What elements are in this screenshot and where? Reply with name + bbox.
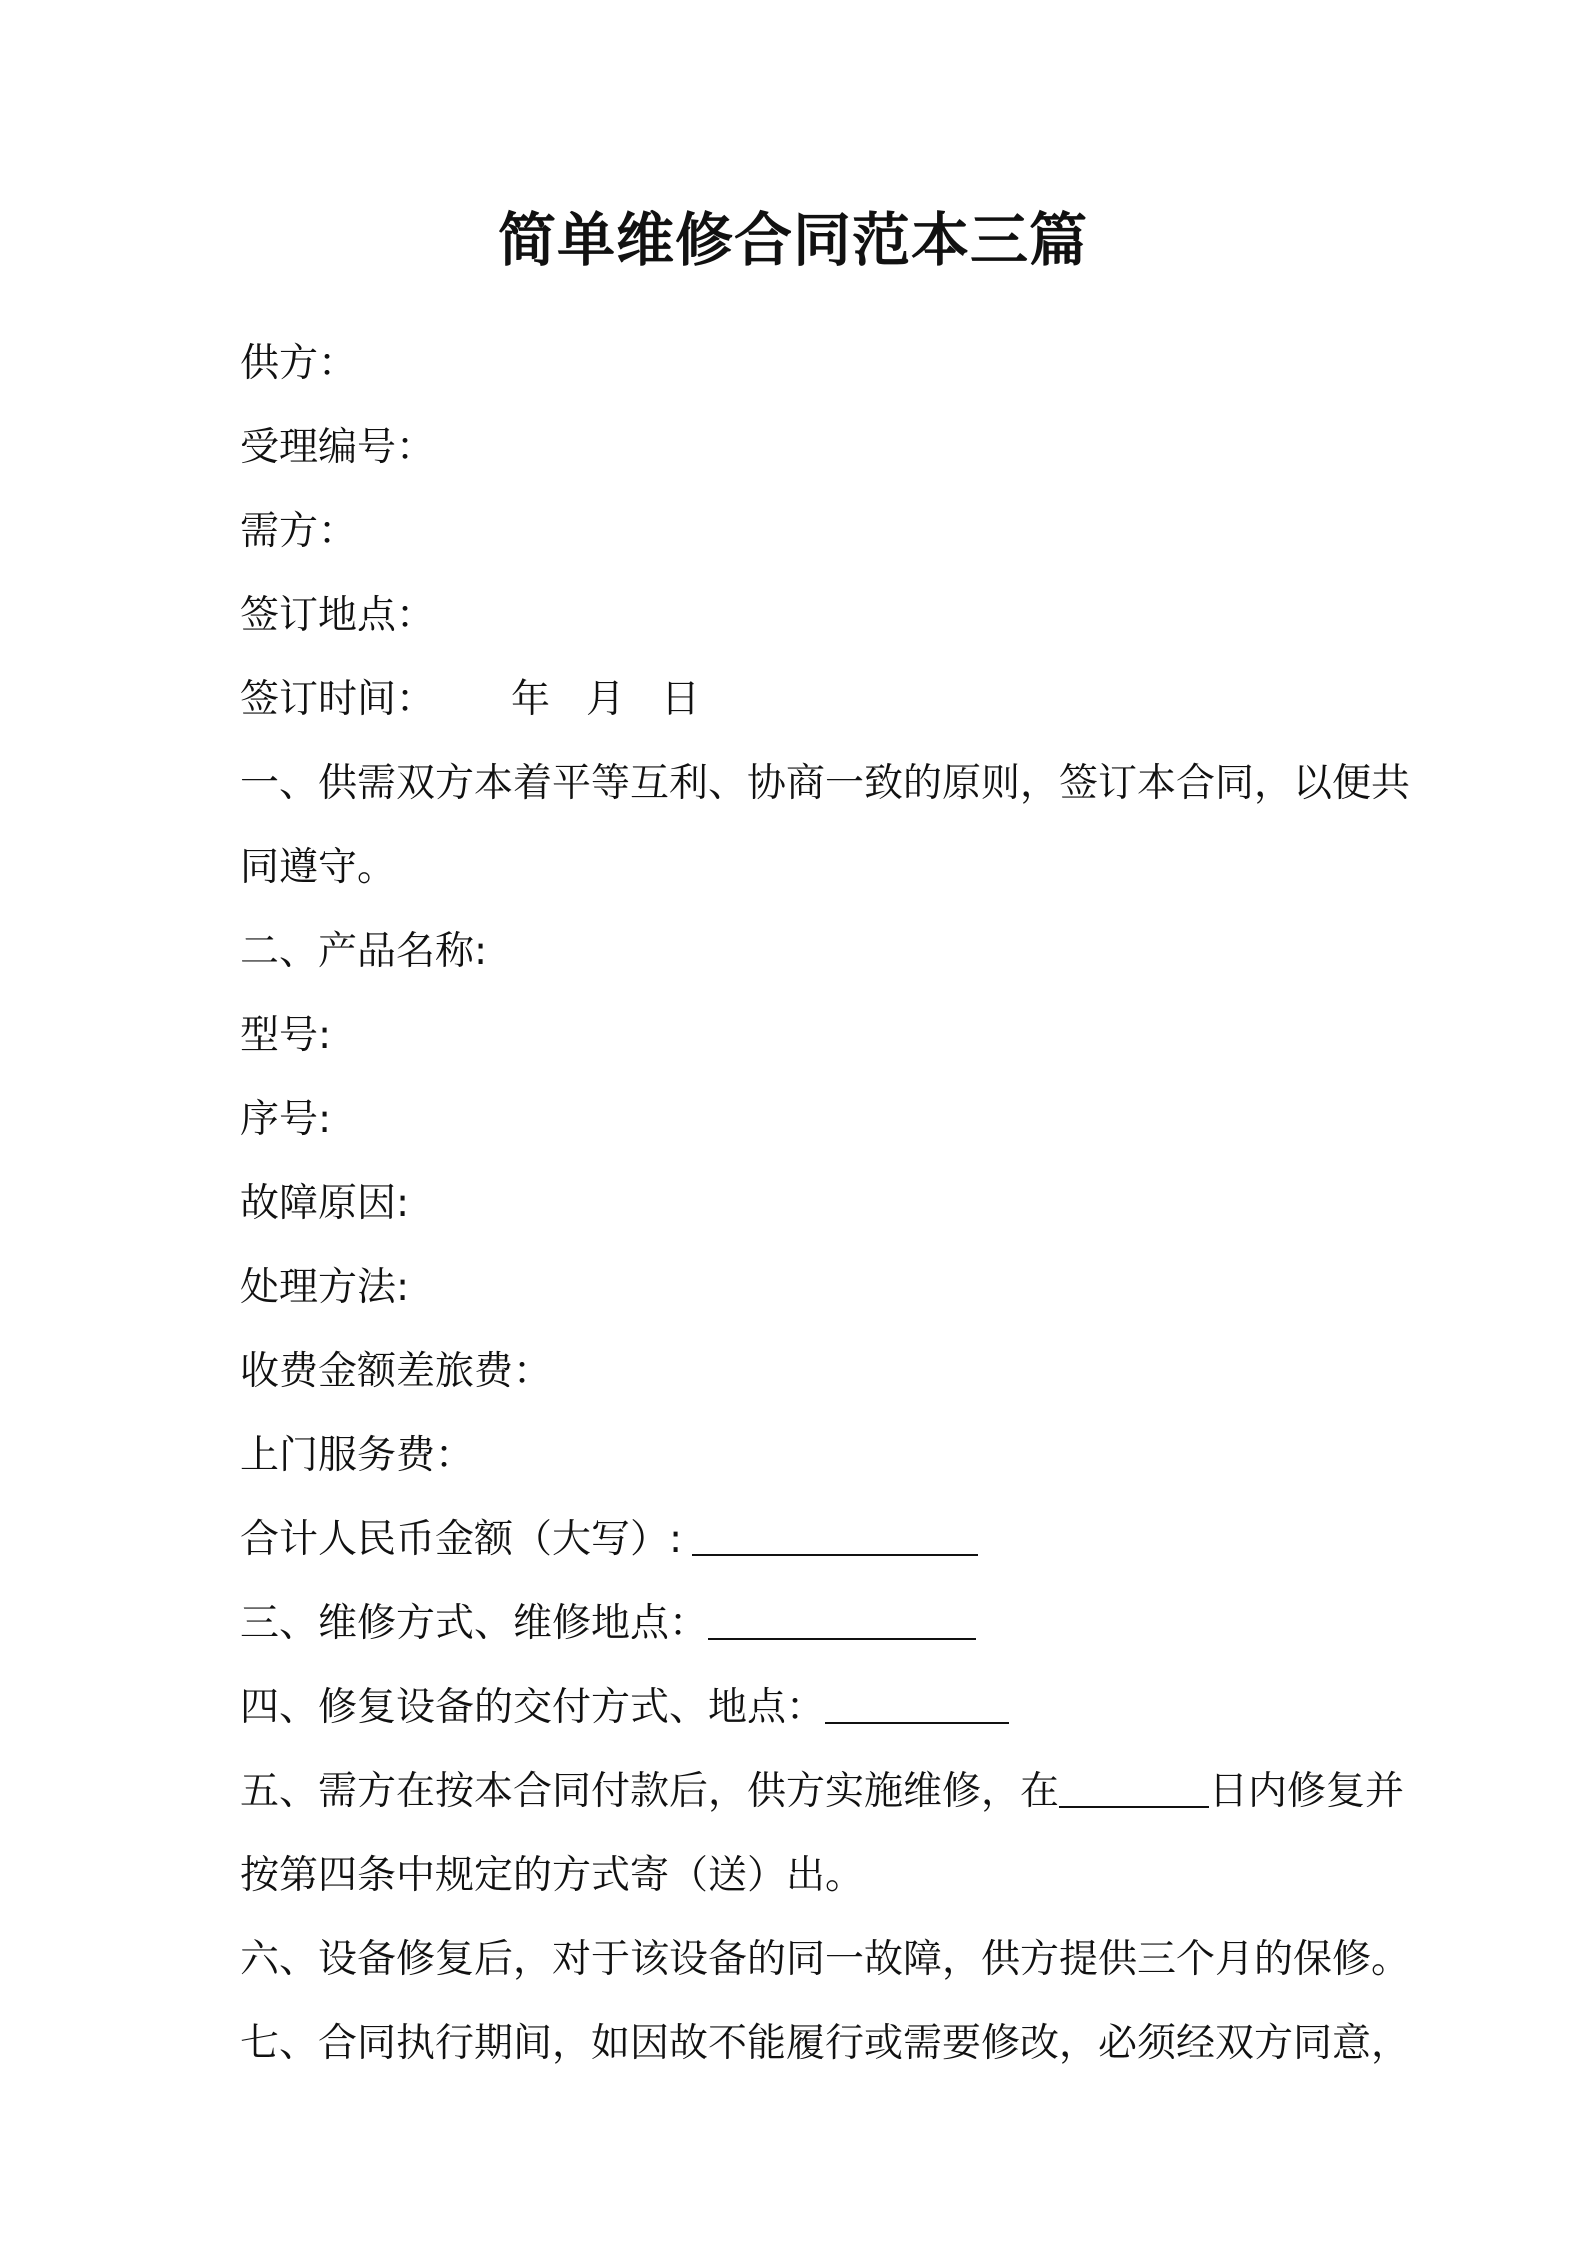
clause-4-blank (825, 1686, 1009, 1724)
clause-3-blank (708, 1602, 976, 1640)
serial-line: 序号: (240, 1097, 332, 1142)
month-char: 月 (586, 677, 626, 722)
clause-4-line (240, 1666, 1360, 1750)
clause-5-text-b: 日内修复并 (1209, 1769, 1405, 1814)
total-amount-blank (692, 1518, 978, 1556)
clause-3-line (240, 1582, 1360, 1666)
signing-time-line (240, 658, 1360, 742)
clause-5-line-2: 按第四条中规定的方式寄（送）出。 (240, 1853, 865, 1898)
handling-method-line: 处理方法: (240, 1265, 410, 1310)
clause-2-product-name: 二、产品名称: (240, 929, 488, 974)
day-char: 日 (661, 677, 701, 722)
document-body (240, 322, 1411, 2086)
clause-1-line-2: 同遵守。 (240, 845, 397, 890)
clause-4-label: 四、修复设备的交付方式、地点： (240, 1685, 826, 1730)
onsite-service-fee-line: 上门服务费： (240, 1433, 475, 1478)
total-amount-label: 合计人民币金额（大写）: (240, 1517, 683, 1562)
signing-place-line: 签订地点： (240, 593, 436, 638)
document-title: 简单维修合同范本三篇 (497, 206, 1088, 274)
clause-1-line-1: 一、供需双方本着平等互利、协商一致的原则，签订本合同，以便共 (240, 761, 1411, 806)
clause-3-label: 三、维修方式、维修地点： (240, 1601, 709, 1646)
fault-cause-line: 故障原因: (240, 1181, 410, 1226)
clause-6-line: 六、设备修复后，对于该设备的同一故障，供方提供三个月的保修。 (240, 1937, 1411, 1982)
signing-time-label: 签订时间： (240, 677, 436, 722)
year-char: 年 (511, 677, 551, 722)
model-line: 型号: (240, 1013, 332, 1058)
acceptance-number-line: 受理编号： (240, 425, 436, 470)
clause-5-text-a: 五、需方在按本合同付款后，供方实施维修，在 (240, 1769, 1060, 1814)
clause-7-line-1: 七、合同执行期间，如因故不能履行或需要修改，必须经双方同意， (240, 2021, 1411, 2066)
supplier-line: 供方： (240, 341, 358, 386)
buyer-line: 需方： (240, 509, 358, 554)
total-amount-line (240, 1498, 1360, 1582)
travel-fee-line: 收费金额差旅费： (240, 1349, 553, 1394)
clause-5-line-1 (240, 1750, 1405, 1834)
clause-5-days-blank (1059, 1770, 1209, 1808)
